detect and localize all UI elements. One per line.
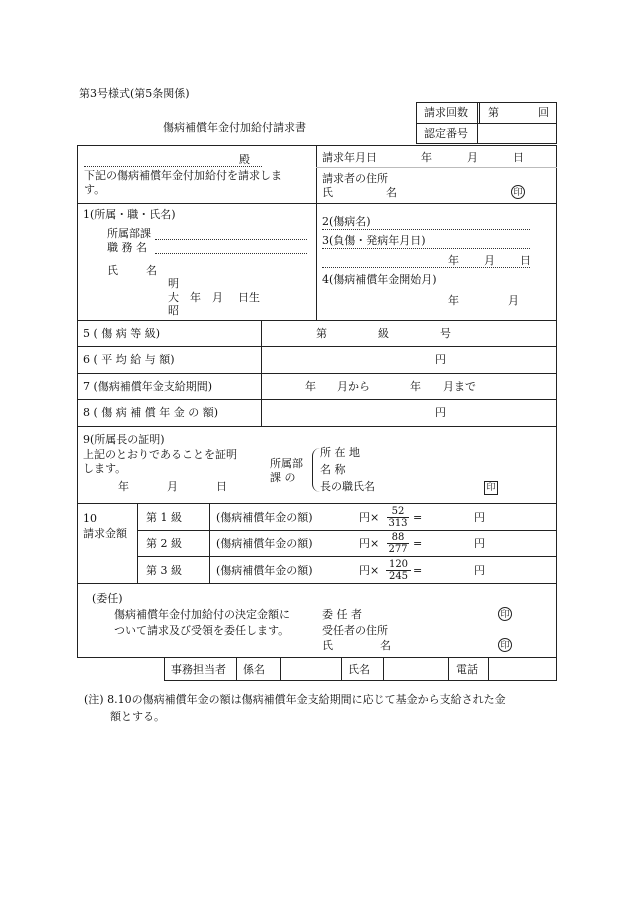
staff-label: 事務担当者: [171, 663, 226, 676]
request-count-kai: 回: [538, 106, 549, 119]
section10-row1-numerator: 52: [387, 506, 409, 518]
row6-yen: 円: [435, 353, 446, 366]
requester-address-label: 請求者の住所: [322, 172, 388, 185]
row7-year2: 年: [410, 380, 421, 393]
section2-label: 2(傷病名): [322, 215, 371, 228]
row7-from: 月から: [337, 380, 370, 393]
section9-day: 日: [216, 480, 227, 493]
section10-row3-yen-x: 円×: [359, 564, 380, 577]
section1-name-b: 名: [146, 264, 157, 277]
delegation-text-line1: 傷病補償年金付加給付の決定金額に: [114, 608, 290, 621]
section10-row2-fraction: [387, 532, 409, 555]
section1-era-meiji: 明: [168, 277, 179, 290]
section3-year: 年: [448, 254, 459, 267]
staff-phone-label: 電話: [456, 663, 478, 676]
section10-row2-grade: 第 2 級: [146, 537, 182, 550]
form-title: 傷病補償年金付加給付請求書: [163, 121, 306, 134]
section10-row3-denominator: 245: [388, 571, 409, 582]
section10-row1-eq: =: [413, 511, 423, 524]
section4-month: 月: [508, 294, 519, 307]
delegatee-address-label: 受任者の住所: [322, 624, 388, 637]
row6-label: 6 ( 平 均 給 与 額): [83, 353, 175, 366]
section10-row3-numerator: 120: [386, 559, 411, 571]
requester-seal-mark: 印: [511, 185, 525, 199]
section10-row1-yen: 円: [474, 511, 485, 524]
section10-label-text: 請求金額: [83, 527, 127, 540]
section10-row1-yen-x: 円×: [359, 511, 380, 524]
section10-row3-yen: 円: [474, 564, 485, 577]
section10-row2-formula: (傷病補償年金の額): [216, 537, 313, 550]
section1-era-taisho: 大: [168, 291, 179, 304]
section9-dept-b: 課 の: [270, 471, 296, 484]
delegatee-name-a: 氏: [322, 639, 333, 652]
section4-label: 4(傷病補償年金開始月): [322, 273, 437, 286]
section3-day: 日: [520, 254, 531, 267]
section10-row1-fraction: [387, 506, 409, 529]
section9-head-name-label: 長の職氏名: [320, 480, 375, 493]
section4-year: 年: [448, 294, 459, 307]
delegator-label: 委 任 者: [322, 608, 362, 621]
row7-label: 7 (傷病補償年金支給期間): [83, 380, 213, 393]
section1-label: 1(所属・職・氏名): [83, 208, 176, 221]
delegation-text-line2: ついて請求及び受領を委任します。: [114, 624, 290, 637]
request-text-line1: 下記の傷病補償年金付加給付を請求しま: [84, 169, 282, 182]
section9-year: 年: [118, 480, 129, 493]
section1-era-showa: 昭: [168, 304, 179, 317]
row7-to: 月まで: [443, 380, 476, 393]
request-date-day: 日: [513, 151, 524, 164]
section9-name-label: 名 称: [320, 463, 346, 476]
requester-name-label-b: 名: [386, 186, 397, 199]
section10-row2-yen-x: 円×: [359, 537, 380, 550]
section1-birth-month: 月: [212, 291, 223, 304]
addressee-dono: 殿: [239, 153, 250, 166]
section9-text-line2: します。: [83, 462, 127, 475]
row5-kyu: 級: [378, 327, 389, 340]
delegatee-name-b: 名: [380, 639, 391, 652]
delegator-seal-mark: 印: [498, 607, 512, 621]
section10-row3-fraction: [386, 559, 411, 582]
row8-label: 8 ( 傷 病 補 償 年 金 の 額): [83, 406, 219, 419]
section10-row2-eq: =: [413, 537, 423, 550]
section9-month: 月: [167, 480, 178, 493]
staff-section-label: 係名: [243, 663, 265, 676]
section3-label: 3(負傷・発病年月日): [322, 234, 426, 247]
section9-location-label: 所 在 地: [320, 446, 360, 459]
section10-row1-formula: (傷病補償年金の額): [216, 511, 313, 524]
section10-label-num: 10: [83, 512, 97, 525]
note-line2: 額とする。: [110, 710, 165, 723]
note-line1: (注) 8.10の傷病補償年金の額は傷病補償年金支給期間に応じて基金から支給された金: [84, 693, 506, 706]
delegatee-seal-mark: 印: [498, 638, 512, 652]
section10-row3-grade: 第 3 級: [146, 564, 182, 577]
section10-row3-eq: =: [413, 564, 423, 577]
section10-row2-numerator: 88: [387, 532, 409, 544]
section10-row3-formula: (傷病補償年金の額): [216, 564, 313, 577]
request-date-year: 年: [421, 151, 432, 164]
section1-birth-day: 日生: [238, 291, 260, 304]
request-date-label: 請求年月日: [322, 151, 377, 164]
staff-name-label: 氏名: [348, 663, 370, 676]
request-text-line2: す。: [84, 183, 106, 196]
section10-row1-denominator: 313: [388, 518, 408, 529]
row5-go: 号: [440, 327, 451, 340]
section9-label: 9(所属長の証明): [83, 433, 165, 446]
form-number: 第3号様式(第5条関係): [79, 87, 190, 100]
approval-number-label: 認定番号: [424, 127, 468, 140]
section9-seal-mark: 印: [484, 481, 498, 495]
row8-yen: 円: [435, 406, 446, 419]
requester-name-label-a: 氏: [322, 186, 333, 199]
section10-row2-yen: 円: [474, 537, 485, 550]
section9-dept-a: 所属部: [270, 457, 303, 470]
section10-row1-grade: 第 1 級: [146, 511, 182, 524]
section9-brace: [312, 448, 320, 492]
section1-name-a: 氏: [107, 264, 118, 277]
section1-birth-year: 年: [190, 291, 201, 304]
request-count-label: 請求回数: [424, 106, 468, 119]
section1-job-label: 職 務 名: [107, 241, 147, 254]
row5-label: 5 ( 傷 病 等 級): [83, 327, 161, 340]
section1-dept-label: 所属部課: [107, 227, 151, 240]
section9-text-line1: 上記のとおりであることを証明: [83, 448, 237, 461]
section3-month: 月: [484, 254, 495, 267]
request-date-month: 月: [467, 151, 478, 164]
delegation-label: (委任): [92, 592, 123, 605]
section10-row2-denominator: 277: [388, 544, 408, 555]
row7-year1: 年: [305, 380, 316, 393]
request-count-dai: 第: [488, 106, 499, 119]
row5-dai: 第: [316, 327, 327, 340]
